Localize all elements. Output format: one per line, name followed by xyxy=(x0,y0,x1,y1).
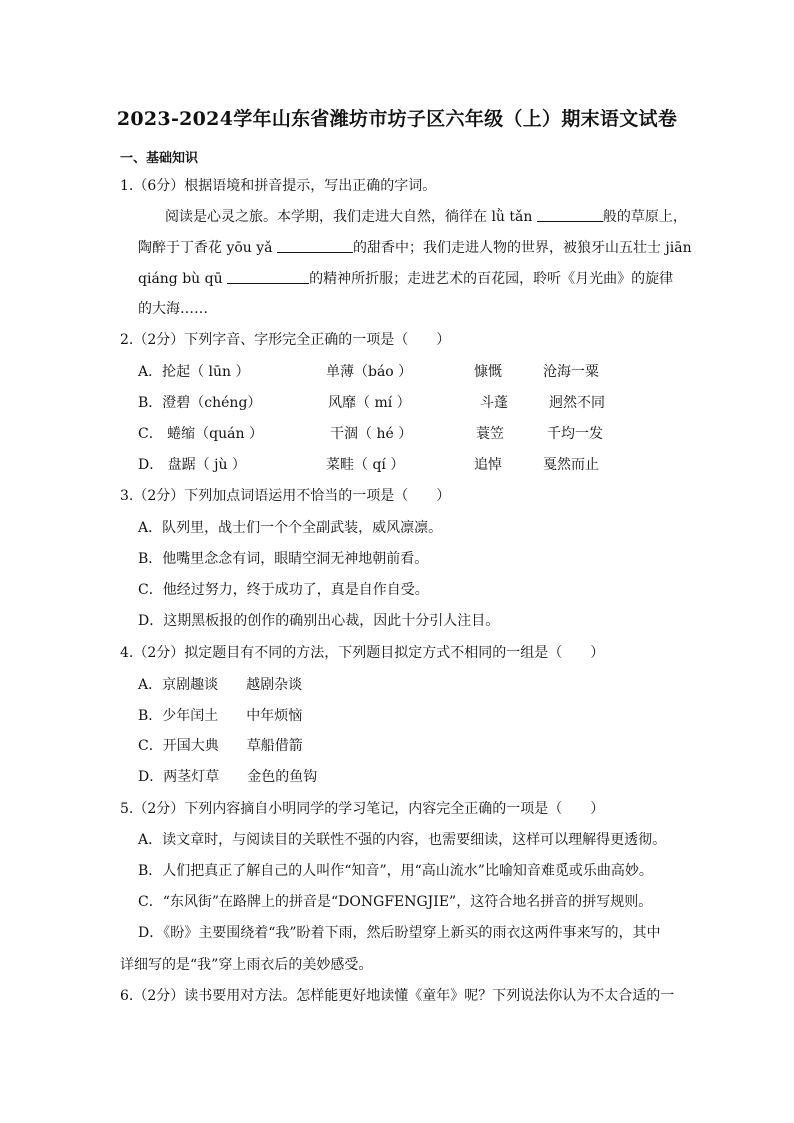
question-1-stem: 1.（6分）根据语境和拼音提示，写出正确的字词。 xyxy=(120,178,437,194)
q2-option-c-col4: 千均一发 xyxy=(547,426,603,442)
q2-option-c-col1[interactable]: C． 蜷缩（quán ） xyxy=(138,426,263,442)
q4-option-c[interactable]: C．开国大典 草船借箭 xyxy=(138,738,303,754)
q5-option-a[interactable]: A．读文章时，与阅读目的关联性不强的内容，也需要细读，这样可以理解得更透彻。 xyxy=(138,832,667,848)
passage-text: qiáng bù qū xyxy=(138,271,228,287)
passage-text: 的精神所折服；走进艺术的百花园，聆听《月光曲》的旋律 xyxy=(309,271,674,287)
q3-option-b[interactable]: B．他嘴里念念有词，眼睛空洞无神地朝前看。 xyxy=(138,551,429,567)
question-1-line-1 xyxy=(165,206,687,227)
q2-option-a-col3: 慷慨 xyxy=(474,364,502,380)
question-2-stem: 2.（2分）下列字音、字形完全正确的一项是（ ） xyxy=(120,332,451,348)
question-3-stem: 3.（2分）下列加点词语运用不恰当的一项是（ ） xyxy=(120,488,451,504)
passage-text: 的甜香中；我们走进人物的世界，被狼牙山五壮士 jiān xyxy=(352,240,692,256)
answer-blank-2[interactable] xyxy=(277,237,353,253)
q5-option-b[interactable]: B．人们把真正了解自己的人叫作“知音”，用“高山流水”比喻知音难觅或乐曲高妙。 xyxy=(138,863,653,879)
passage-text: 阅读是心灵之旅。本学期，我们走进大自然，徜徉在 lǜ tǎn xyxy=(165,209,537,225)
q2-option-a-col4: 沧海一粟 xyxy=(543,364,599,380)
question-6-stem: 6.（2分）读书要用对方法。怎样能更好地读懂《童年》呢？下列说法你认为不太合适的一 xyxy=(120,988,675,1004)
question-1-line-4: 的大海…… xyxy=(138,301,208,317)
page-title: 2023-2024学年山东省潍坊市坊子区六年级（上）期末语文试卷 xyxy=(116,108,678,130)
q2-option-b-col4: 迥然不同 xyxy=(549,395,605,411)
section-heading: 一、基础知识 xyxy=(120,151,199,166)
question-5-stem: 5.（2分）下列内容摘自小明同学的学习笔记，内容完全正确的一项是（ ） xyxy=(120,801,605,817)
q4-option-b[interactable]: B．少年闰土 中年烦恼 xyxy=(138,708,303,724)
q4-option-d[interactable]: D．两茎灯草 金色的鱼钩 xyxy=(138,769,318,785)
q3-option-d[interactable]: D．这期黑板报的创作的确别出心裁，因此十分引人注目。 xyxy=(138,613,500,629)
q2-option-d-col4: 戛然而止 xyxy=(543,457,599,473)
question-4-stem: 4.（2分）拟定题目有不同的方法，下列题目拟定方式不相同的一组是（ ） xyxy=(120,645,605,661)
passage-text: 般的草原上， xyxy=(602,209,687,225)
question-1-line-2 xyxy=(138,237,692,258)
q2-option-d-col2: 菜畦（ qí ） xyxy=(326,457,405,473)
q2-option-a-col2: 单薄（báo ） xyxy=(326,364,413,380)
q2-option-c-col2: 干涸（ hé ） xyxy=(330,426,413,442)
q2-option-b-col2: 风靡（ mí ） xyxy=(328,395,411,411)
q2-option-c-col3: 蓑笠 xyxy=(476,426,504,442)
answer-blank-3[interactable] xyxy=(227,268,309,284)
q4-option-a[interactable]: A．京剧趣谈 越剧杂谈 xyxy=(138,677,303,693)
q5-option-d[interactable]: D．《盼》主要围绕着“我”盼着下雨，然后盼望穿上新买的雨衣这两件事来写的，其中 xyxy=(138,925,661,941)
q2-option-b-col3: 斗蓬 xyxy=(480,395,508,411)
q5-option-c[interactable]: C．“东风街”在路牌上的拼音是“DONGFENGJIE”，这符合地名拼音的拼写规则。 xyxy=(138,894,653,910)
q2-option-d-col1[interactable]: D． 盘踞（ jù ） xyxy=(138,457,246,473)
q2-option-a-col1[interactable]: A．抡起（ lūn ） xyxy=(138,364,250,380)
q3-option-c[interactable]: C．他经过努力，终于成功了，真是自作自受。 xyxy=(138,582,429,598)
q3-option-a[interactable]: A．队列里，战士们一个个全副武装，威风凛凛。 xyxy=(138,520,443,536)
q2-option-d-col3: 追悼 xyxy=(474,457,502,473)
passage-text: 陶醉于丁香花 yōu yǎ xyxy=(138,240,277,256)
answer-blank-1[interactable] xyxy=(537,206,603,222)
question-1-line-3 xyxy=(138,268,673,289)
q2-option-b-col1[interactable]: B．澄碧（chéng） xyxy=(138,395,262,411)
q5-option-d-continued: 详细写的是“我”穿上雨衣后的美妙感受。 xyxy=(120,957,373,973)
